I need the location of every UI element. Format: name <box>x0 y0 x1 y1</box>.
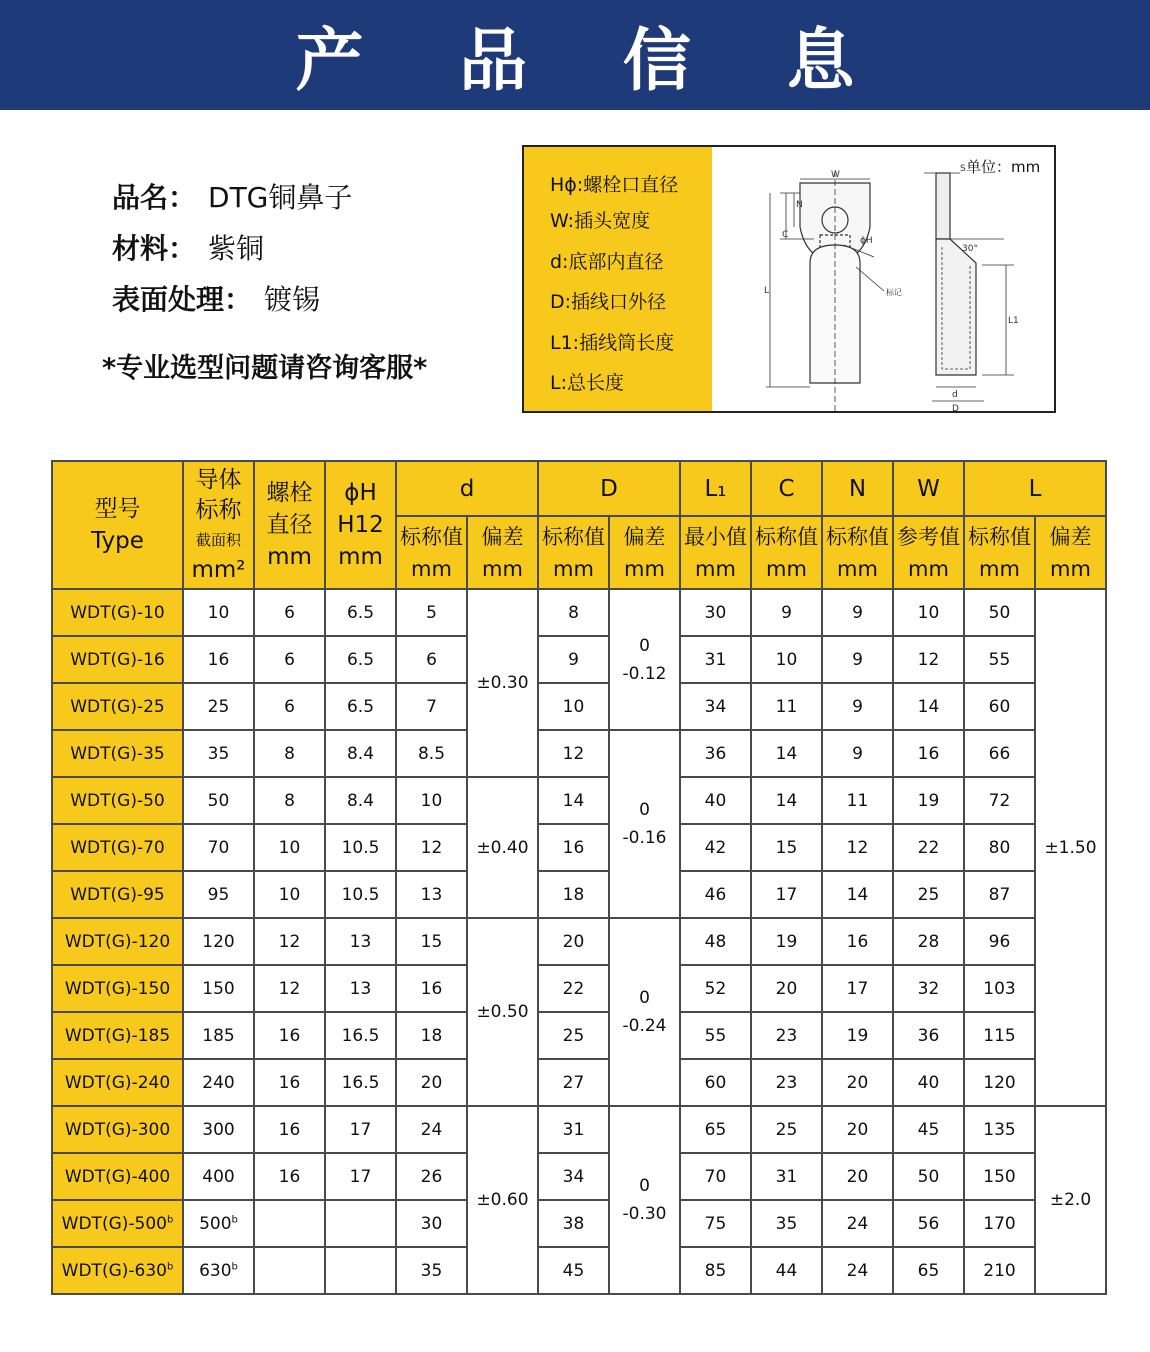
tolerance-lower: -0.16 <box>622 828 667 848</box>
cell-c: 19 <box>751 918 822 965</box>
cell-D: 25 <box>538 1012 609 1059</box>
cell-l1: 70 <box>680 1153 751 1200</box>
cell-w: 28 <box>893 918 964 965</box>
header-w: W <box>893 461 964 516</box>
cell-D: 38 <box>538 1200 609 1247</box>
cell-l1: 34 <box>680 683 751 730</box>
cell-d: 13 <box>396 871 467 918</box>
cell-bolt: 10 <box>254 871 325 918</box>
subheader-text: 偏差 <box>623 524 666 549</box>
cell-D: 8 <box>538 589 609 636</box>
table-row <box>52 1059 1106 1106</box>
cell-area: 95 <box>183 871 254 918</box>
cell-l: 150 <box>964 1153 1035 1200</box>
cell-phih: 16.5 <box>325 1059 396 1106</box>
cell-c: 11 <box>751 683 822 730</box>
lug-drawing <box>714 147 1052 411</box>
cell-w: 25 <box>893 871 964 918</box>
cell-D-tolerance <box>609 1106 680 1294</box>
header-area <box>183 461 254 589</box>
cell-D: 34 <box>538 1153 609 1200</box>
legend-item: W:插头宽度 <box>550 210 651 232</box>
cell-w: 36 <box>893 1012 964 1059</box>
cell-c: 23 <box>751 1059 822 1106</box>
cell-l1: 85 <box>680 1247 751 1294</box>
cell-area: 300 <box>183 1106 254 1153</box>
cell-l1: 36 <box>680 730 751 777</box>
table-row <box>52 636 1106 683</box>
cell-bolt: 8 <box>254 777 325 824</box>
cell-type: WDT(G)-400 <box>52 1153 183 1200</box>
cell-l1: 31 <box>680 636 751 683</box>
cell-l: 66 <box>964 730 1035 777</box>
header-n: N <box>822 461 893 516</box>
subheader-l-tol <box>1035 516 1106 589</box>
cell-bolt: 10 <box>254 824 325 871</box>
cell-type: WDT(G)-95 <box>52 871 183 918</box>
cell-n: 20 <box>822 1106 893 1153</box>
header-bolt <box>254 461 325 589</box>
cell-c: 25 <box>751 1106 822 1153</box>
cell-bolt: 16 <box>254 1012 325 1059</box>
cell-w: 40 <box>893 1059 964 1106</box>
cell-d: 6 <box>396 636 467 683</box>
cell-l1: 75 <box>680 1200 751 1247</box>
cell-phih <box>325 1200 396 1247</box>
cell-D: 10 <box>538 683 609 730</box>
cell-d: 10 <box>396 777 467 824</box>
footnote-mark: b <box>166 1213 174 1225</box>
cell-d: 12 <box>396 824 467 871</box>
subheader-text: 偏差 <box>1049 524 1092 549</box>
cell-type: WDT(G)-185 <box>52 1012 183 1059</box>
label-phih: ϕH <box>860 236 873 246</box>
header-text: H12 <box>337 512 384 538</box>
cell-phih: 6.5 <box>325 683 396 730</box>
cell-c: 14 <box>751 777 822 824</box>
subheader-text: 偏差 <box>481 524 524 549</box>
cell-D: 31 <box>538 1106 609 1153</box>
cell-type: WDT(G)-50 <box>52 777 183 824</box>
cell-w: 19 <box>893 777 964 824</box>
legend-item: Hϕ:螺栓口直径 <box>550 174 679 196</box>
subheader-l1-min <box>680 516 751 589</box>
subheader-c-nom <box>751 516 822 589</box>
label-d-outer: D <box>952 404 959 411</box>
banner <box>0 0 1150 110</box>
legend-item: L:总长度 <box>550 372 624 394</box>
header-text: 导体 <box>195 467 242 493</box>
subheader-unit: mm <box>837 556 878 581</box>
table-row <box>52 777 1106 824</box>
cell-l: 170 <box>964 1200 1035 1247</box>
label-l1: L1 <box>1008 316 1019 326</box>
subheader-text: 参考值 <box>897 524 960 549</box>
cell-l1: 65 <box>680 1106 751 1153</box>
cell-D: 12 <box>538 730 609 777</box>
cell-area: 150 <box>183 965 254 1012</box>
cell-D: 9 <box>538 636 609 683</box>
cell-l: 80 <box>964 824 1035 871</box>
cell-phih: 17 <box>325 1106 396 1153</box>
cell-d: 26 <box>396 1153 467 1200</box>
cell-l1: 48 <box>680 918 751 965</box>
subheader-D-nom <box>538 516 609 589</box>
subheader-l-nom <box>964 516 1035 589</box>
cell-type: WDT(G)-25 <box>52 683 183 730</box>
cell-type: WDT(G)-300 <box>52 1106 183 1153</box>
cell-D: 45 <box>538 1247 609 1294</box>
tolerance-lower: -0.24 <box>622 1016 667 1036</box>
cell-bolt: 16 <box>254 1153 325 1200</box>
cell-c: 17 <box>751 871 822 918</box>
cell-area: 400 <box>183 1153 254 1200</box>
table-row <box>52 1106 1106 1153</box>
subheader-n-nom <box>822 516 893 589</box>
table-row <box>52 871 1106 918</box>
cell-n: 19 <box>822 1012 893 1059</box>
table-row <box>52 730 1106 777</box>
cell-d: 15 <box>396 918 467 965</box>
label-c: C <box>782 230 789 240</box>
label-n: N <box>796 200 803 210</box>
cell-D: 14 <box>538 777 609 824</box>
table-row <box>52 589 1106 636</box>
subheader-text: 最小值 <box>684 524 747 549</box>
cell-d-tolerance: ±0.50 <box>467 918 538 1106</box>
header-text: 型号 <box>94 496 141 522</box>
subheader-w-ref <box>893 516 964 589</box>
header-D: D <box>538 461 680 516</box>
cell-type: WDT(G)-16 <box>52 636 183 683</box>
cell-c: 44 <box>751 1247 822 1294</box>
cell-c: 20 <box>751 965 822 1012</box>
cell-l1: 60 <box>680 1059 751 1106</box>
subheader-unit: mm <box>553 556 594 581</box>
legend-item: L1:插线筒长度 <box>550 332 675 354</box>
cell-phih: 8.4 <box>325 730 396 777</box>
subheader-D-tol <box>609 516 680 589</box>
cell-n: 9 <box>822 730 893 777</box>
header-l: L <box>964 461 1106 516</box>
cell-n: 14 <box>822 871 893 918</box>
cell-l: 120 <box>964 1059 1035 1106</box>
cell-phih: 6.5 <box>325 636 396 683</box>
cell-D: 16 <box>538 824 609 871</box>
cell-type: WDT(G)-150 <box>52 965 183 1012</box>
cell-bolt: 6 <box>254 683 325 730</box>
cell-bolt: 16 <box>254 1106 325 1153</box>
cell-c: 35 <box>751 1200 822 1247</box>
cell-area: 500$^b$ <box>183 1200 254 1247</box>
spec-table <box>51 460 1107 1295</box>
label-angle: 30° <box>962 244 978 254</box>
table-row <box>52 1247 1106 1294</box>
cell-area: 240 <box>183 1059 254 1106</box>
cell-bolt: 8 <box>254 730 325 777</box>
cell-D: 20 <box>538 918 609 965</box>
cell-d: 30 <box>396 1200 467 1247</box>
cell-l: 135 <box>964 1106 1035 1153</box>
table-row <box>52 965 1106 1012</box>
cell-d-tolerance: ±0.60 <box>467 1106 538 1294</box>
table-row <box>52 824 1106 871</box>
cell-c: 31 <box>751 1153 822 1200</box>
label-s: S <box>960 164 966 174</box>
cell-l1: 40 <box>680 777 751 824</box>
cell-phih: 13 <box>325 965 396 1012</box>
cell-l: 115 <box>964 1012 1035 1059</box>
subheader-text: 标称值 <box>542 524 605 549</box>
cell-l1: 42 <box>680 824 751 871</box>
footnote-mark: b <box>166 1260 174 1272</box>
banner-title: 产 品 信 息 <box>295 21 891 101</box>
cell-d: 16 <box>396 965 467 1012</box>
table-row <box>52 683 1106 730</box>
table-row <box>52 1012 1106 1059</box>
subheader-unit: mm <box>482 556 523 581</box>
tolerance-lower: -0.30 <box>622 1204 667 1224</box>
cell-D-tolerance <box>609 918 680 1106</box>
info-label: 表面处理： <box>112 283 253 316</box>
header-c: C <box>751 461 822 516</box>
cell-bolt: 12 <box>254 918 325 965</box>
cell-n: 9 <box>822 589 893 636</box>
cell-w: 65 <box>893 1247 964 1294</box>
cell-l: 87 <box>964 871 1035 918</box>
header-text: mm <box>338 544 383 570</box>
cell-bolt: 6 <box>254 636 325 683</box>
cell-phih: 13 <box>325 918 396 965</box>
table-row <box>52 1153 1106 1200</box>
cell-w: 12 <box>893 636 964 683</box>
table-row <box>52 1200 1106 1247</box>
cell-area: 185 <box>183 1012 254 1059</box>
cell-type: WDT(G)-70 <box>52 824 183 871</box>
header-text: 标称 <box>195 497 242 523</box>
cell-D: 27 <box>538 1059 609 1106</box>
header-text: Type <box>91 528 144 554</box>
cell-area: 16 <box>183 636 254 683</box>
header-text: mm² <box>191 557 246 583</box>
cell-n: 16 <box>822 918 893 965</box>
cell-c: 15 <box>751 824 822 871</box>
cell-l-tolerance: ±1.50 <box>1035 589 1106 1106</box>
cell-l1: 52 <box>680 965 751 1012</box>
label-mark: 标记 <box>886 288 902 297</box>
subheader-text: 标称值 <box>968 524 1031 549</box>
cell-d: 7 <box>396 683 467 730</box>
info-value: 紫铜 <box>208 232 265 265</box>
cell-area: 630$^b$ <box>183 1247 254 1294</box>
info-label: 品名： <box>112 181 197 214</box>
cell-w: 10 <box>893 589 964 636</box>
subheader-unit: mm <box>766 556 807 581</box>
cell-area: 120 <box>183 918 254 965</box>
consult-note: *专业选型问题请咨询客服* <box>102 353 428 384</box>
cell-d: 35 <box>396 1247 467 1294</box>
cell-phih: 8.4 <box>325 777 396 824</box>
cell-phih: 6.5 <box>325 589 396 636</box>
header-text: 截面积 <box>195 531 241 549</box>
subheader-unit: mm <box>979 556 1020 581</box>
cell-d-tolerance: ±0.30 <box>467 589 538 777</box>
table-body <box>52 589 1106 1294</box>
cell-area: 70 <box>183 824 254 871</box>
cell-type: WDT(G)-120 <box>52 918 183 965</box>
side-view <box>924 173 1014 401</box>
cell-bolt <box>254 1247 325 1294</box>
tolerance-upper: 0 <box>639 635 650 656</box>
header-text: ϕH <box>344 480 377 506</box>
subheader-unit: mm <box>411 556 452 581</box>
cell-c: 9 <box>751 589 822 636</box>
subheader-text: 标称值 <box>826 524 889 549</box>
label-w: W <box>831 170 840 180</box>
cell-l1: 46 <box>680 871 751 918</box>
cell-type: WDT(G)-240 <box>52 1059 183 1106</box>
table-row <box>52 918 1106 965</box>
cell-D: 18 <box>538 871 609 918</box>
cell-l: 210 <box>964 1247 1035 1294</box>
cell-D-tolerance <box>609 589 680 730</box>
label-l: L <box>764 286 770 296</box>
cell-area: 50 <box>183 777 254 824</box>
cell-bolt <box>254 1200 325 1247</box>
cell-type: WDT(G)-500$^b$ <box>52 1200 183 1247</box>
cell-type: WDT(G)-10 <box>52 589 183 636</box>
cell-phih: 16.5 <box>325 1012 396 1059</box>
subheader-unit: mm <box>908 556 949 581</box>
header-d: d <box>396 461 538 516</box>
cell-type: WDT(G)-630$^b$ <box>52 1247 183 1294</box>
cell-w: 56 <box>893 1200 964 1247</box>
cell-c: 23 <box>751 1012 822 1059</box>
header-l1: L₁ <box>680 461 751 516</box>
cell-n: 20 <box>822 1153 893 1200</box>
cell-l1: 30 <box>680 589 751 636</box>
header-type <box>52 461 183 589</box>
cell-l-tolerance: ±2.0 <box>1035 1106 1106 1294</box>
cell-n: 24 <box>822 1247 893 1294</box>
product-info <box>112 172 352 325</box>
cell-n: 11 <box>822 777 893 824</box>
cell-c: 14 <box>751 730 822 777</box>
unit-label: 单位：mm <box>966 158 1041 176</box>
info-row-material <box>112 223 352 274</box>
tolerance-lower: -0.12 <box>622 663 667 684</box>
cell-bolt: 12 <box>254 965 325 1012</box>
cell-n: 17 <box>822 965 893 1012</box>
cell-l: 50 <box>964 589 1035 636</box>
cell-l: 60 <box>964 683 1035 730</box>
dimension-legend <box>522 145 1056 413</box>
cell-n: 12 <box>822 824 893 871</box>
footnote-mark: b <box>231 1213 238 1225</box>
cell-l: 72 <box>964 777 1035 824</box>
cell-d: 8.5 <box>396 730 467 777</box>
cell-n: 24 <box>822 1200 893 1247</box>
subheader-unit: mm <box>624 556 665 581</box>
subheader-unit: mm <box>1050 556 1091 581</box>
cell-l: 96 <box>964 918 1035 965</box>
subheader-d-nom <box>396 516 467 589</box>
legend-item: d:底部内直径 <box>550 251 664 273</box>
tolerance-upper: 0 <box>639 1176 650 1196</box>
cell-d: 20 <box>396 1059 467 1106</box>
info-label: 材料： <box>112 232 197 265</box>
cell-bolt: 16 <box>254 1059 325 1106</box>
info-value: DTG铜鼻子 <box>208 181 353 214</box>
cell-n: 9 <box>822 636 893 683</box>
legend-panel <box>524 147 712 411</box>
tolerance-upper: 0 <box>639 988 650 1008</box>
header-phih <box>325 461 396 589</box>
cell-c: 10 <box>751 636 822 683</box>
cell-d: 5 <box>396 589 467 636</box>
cell-phih: 10.5 <box>325 871 396 918</box>
info-row-name <box>112 172 352 223</box>
header-text: mm <box>267 544 312 570</box>
front-view <box>766 171 884 411</box>
cell-w: 22 <box>893 824 964 871</box>
cell-l1: 55 <box>680 1012 751 1059</box>
subheader-unit: mm <box>695 556 736 581</box>
header-text: 螺栓 <box>266 480 313 506</box>
cell-phih: 10.5 <box>325 824 396 871</box>
cell-area: 25 <box>183 683 254 730</box>
info-row-surface <box>112 274 352 325</box>
cell-phih <box>325 1247 396 1294</box>
cell-w: 16 <box>893 730 964 777</box>
header-text: 直径 <box>266 512 313 538</box>
cell-D: 22 <box>538 965 609 1012</box>
cell-w: 50 <box>893 1153 964 1200</box>
cell-n: 9 <box>822 683 893 730</box>
footnote-mark: b <box>231 1260 238 1272</box>
cell-w: 32 <box>893 965 964 1012</box>
subheader-text: 标称值 <box>755 524 818 549</box>
subheader-d-tol <box>467 516 538 589</box>
label-d: d <box>952 390 958 400</box>
cell-area: 35 <box>183 730 254 777</box>
cell-w: 14 <box>893 683 964 730</box>
cell-w: 45 <box>893 1106 964 1153</box>
tolerance-upper: 0 <box>639 800 650 820</box>
cell-bolt: 6 <box>254 589 325 636</box>
cell-type: WDT(G)-35 <box>52 730 183 777</box>
info-value: 镀锡 <box>264 283 321 316</box>
cell-d: 24 <box>396 1106 467 1153</box>
cell-phih: 17 <box>325 1153 396 1200</box>
cell-d: 18 <box>396 1012 467 1059</box>
cell-n: 20 <box>822 1059 893 1106</box>
legend-item: D:插线口外径 <box>550 291 667 313</box>
cell-area: 10 <box>183 589 254 636</box>
subheader-text: 标称值 <box>400 524 463 549</box>
cell-l: 103 <box>964 965 1035 1012</box>
cell-l: 55 <box>964 636 1035 683</box>
cell-D-tolerance <box>609 730 680 918</box>
cell-d-tolerance: ±0.40 <box>467 777 538 918</box>
